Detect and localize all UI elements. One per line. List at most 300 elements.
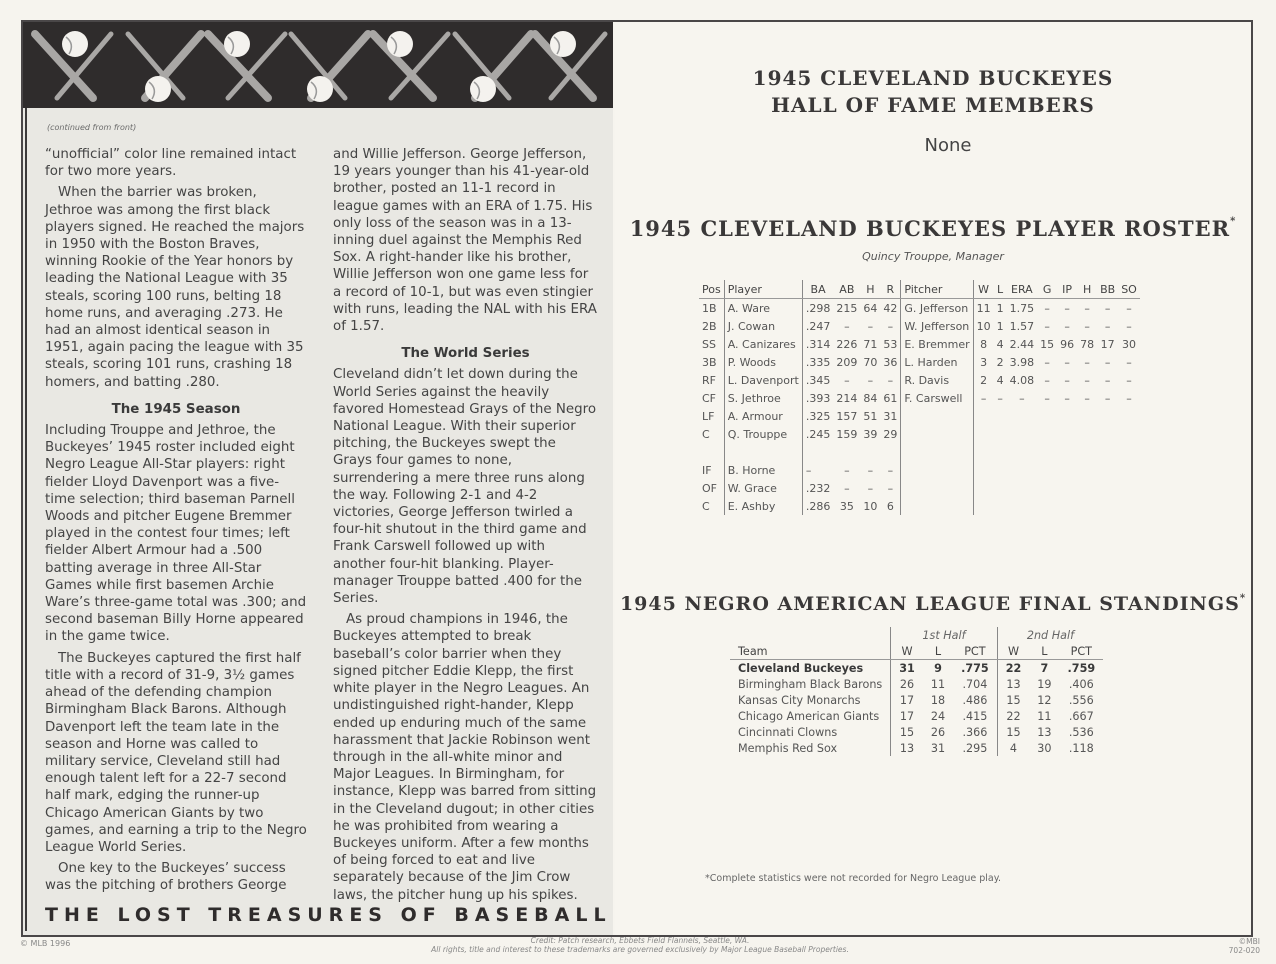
roster-cell-ph — [1077, 479, 1097, 497]
roster-cell-bb: – — [1104, 301, 1111, 315]
roster-row — [699, 479, 1140, 497]
roster-cell-pos: LF — [702, 409, 715, 423]
standings-cell-p1: .775 — [961, 661, 989, 675]
col-header: L — [994, 280, 1007, 299]
roster-cell-l: – — [997, 391, 1003, 405]
roster-cell-ba: .298 — [802, 299, 833, 318]
standings-header-row — [730, 643, 1103, 660]
roster-cell-ba: .325 — [802, 407, 833, 425]
standings-cell-team: Cincinnati Clowns — [738, 725, 838, 739]
roster-cell-pos: C — [702, 427, 710, 441]
roster-cell-g — [1037, 461, 1057, 479]
roster-cell-g — [1037, 443, 1057, 461]
standings-row — [730, 740, 1103, 756]
paragraph: One key to the Buckeyes’ success was the pitching of brothers George — [45, 861, 287, 894]
roster-cell-ab — [833, 443, 860, 461]
roster-cell-player: A. Ware — [724, 299, 802, 318]
roster-row — [699, 407, 1140, 425]
roster-row — [699, 335, 1140, 353]
roster-cell-w: 2 — [973, 371, 994, 389]
footnote: *Complete statistics were not recorded for Negro League play. — [705, 873, 1001, 884]
standings-cell-p2: .536 — [1068, 725, 1094, 739]
rights-line: All rights, title and interest to these trademarks are governed exclusively by Major League Baseball Properties. — [431, 945, 849, 954]
roster-cell-bb — [1097, 407, 1118, 425]
roster-cell-l — [994, 461, 1007, 479]
roster-cell-h: 39 — [863, 427, 878, 441]
standings-cell-p1: .704 — [962, 677, 988, 691]
roster-cell-bb — [1097, 461, 1118, 479]
roster-cell-r: 6 — [886, 499, 894, 513]
roster-row — [699, 371, 1140, 389]
roster-cell-ip — [1057, 461, 1077, 479]
roster-cell-player: P. Woods — [724, 353, 802, 371]
roster-cell-ba: – — [802, 461, 833, 479]
roster-cell-ab: – — [844, 319, 850, 333]
roster-cell-ab: 226 — [836, 337, 858, 351]
roster-cell-player: L. Davenport — [724, 371, 802, 389]
standings-cell-team: Kansas City Monarchs — [738, 693, 861, 707]
roster-cell-bb — [1097, 443, 1118, 461]
roster-header-row — [699, 280, 1140, 299]
roster-cell-pos: 2B — [702, 319, 717, 333]
crossed-bats-icon — [23, 22, 613, 108]
standings-cell-l2: 7 — [1040, 661, 1049, 675]
roster-cell-g: 15 — [1040, 337, 1055, 351]
standings-row — [730, 692, 1103, 708]
standings-row — [730, 708, 1103, 724]
roster-cell-l — [994, 407, 1007, 425]
roster-cell-ba: .393 — [802, 389, 833, 407]
roster-cell-ph: – — [1084, 355, 1090, 369]
roster-cell-era — [1007, 461, 1038, 479]
roster-cell-ab: 159 — [836, 427, 858, 441]
roster-cell-l — [994, 497, 1007, 515]
roster-cell-pitcher — [901, 461, 973, 479]
roster-cell-ab: – — [844, 373, 850, 387]
roster-cell-player: A. Canizares — [724, 335, 802, 353]
roster-cell-pitcher: F. Carswell — [901, 389, 973, 407]
roster-cell-ab: 157 — [836, 409, 858, 423]
roster-cell-r: 29 — [883, 427, 898, 441]
standings-cell-p1: .486 — [962, 693, 988, 707]
hall-of-fame-value: None — [924, 135, 972, 156]
roster-cell-w — [973, 479, 994, 497]
roster-cell-player — [724, 443, 802, 461]
roster-cell-so: – — [1126, 355, 1132, 369]
col-header: L — [923, 643, 953, 660]
right-panel — [615, 22, 1251, 935]
roster-cell-ba: .314 — [802, 335, 833, 353]
credit-line: Credit: Patch research, Ebbets Field Flannels, Seattle, WA. — [530, 936, 750, 945]
roster-cell-ab: 209 — [836, 355, 858, 369]
roster-cell-era: 1.57 — [1009, 319, 1035, 333]
standings-half-row — [730, 627, 1103, 643]
roster-cell-ba: .335 — [802, 353, 833, 371]
col-header: W — [973, 280, 994, 299]
roster-cell-pitcher — [901, 497, 973, 515]
roster-cell-ip — [1057, 443, 1077, 461]
roster-cell-so — [1118, 479, 1140, 497]
roster-row — [699, 353, 1140, 371]
standings-cell-w1: 26 — [891, 676, 923, 692]
roster-cell-pitcher: R. Davis — [901, 371, 973, 389]
roster-row — [699, 389, 1140, 407]
roster-cell-so: – — [1126, 373, 1132, 387]
roster-cell-ip: – — [1064, 355, 1070, 369]
standings-row — [730, 724, 1103, 740]
roster-cell-w: 3 — [973, 353, 994, 371]
copyright-mbi: ©MBI — [1238, 937, 1260, 946]
col-header: H — [1077, 280, 1097, 299]
standings-cell-l1: 26 — [930, 725, 946, 739]
roster-cell-w — [973, 425, 994, 443]
roster-cell-r: – — [887, 463, 894, 477]
roster-cell-bb: – — [1104, 319, 1111, 333]
series-brand-title: THE LOST TREASURES OF BASEBALL — [45, 904, 612, 926]
roster-row — [699, 443, 1140, 461]
col-header: W — [997, 643, 1029, 660]
roster-cell-r — [880, 443, 901, 461]
col-header: Player — [724, 280, 802, 299]
second-half-label: 2nd Half — [997, 627, 1103, 643]
roster-cell-player: Q. Trouppe — [724, 425, 802, 443]
roster-cell-l: 1 — [996, 301, 1004, 315]
roster-cell-g: – — [1044, 373, 1050, 387]
roster-title-text: 1945 CLEVELAND BUCKEYES PLAYER ROSTER — [629, 216, 1231, 241]
col-header: ERA — [1007, 280, 1038, 299]
footnote-marker: * — [1230, 216, 1237, 227]
roster-row — [699, 461, 1140, 479]
roster-cell-ip: – — [1064, 373, 1070, 387]
standings-cell-w2: 13 — [997, 676, 1029, 692]
standings-cell-team: Memphis Red Sox — [738, 741, 838, 755]
roster-cell-ip — [1057, 407, 1077, 425]
roster-cell-ba: .345 — [802, 371, 833, 389]
left-panel — [23, 22, 613, 935]
product-code: 702-020 — [1228, 946, 1260, 955]
roster-cell-ip — [1057, 425, 1077, 443]
roster-cell-ip: – — [1064, 319, 1070, 333]
standings-cell-l2: 12 — [1037, 693, 1052, 707]
roster-cell-w — [973, 407, 994, 425]
roster-cell-ip: – — [1064, 301, 1070, 315]
roster-cell-r: 61 — [883, 391, 898, 405]
roster-cell-pos: RF — [702, 373, 716, 387]
roster-cell-g: – — [1044, 391, 1050, 405]
roster-cell-r: – — [887, 319, 894, 333]
standings-cell-l2: 19 — [1037, 677, 1052, 691]
roster-cell-l — [994, 443, 1007, 461]
standings-cell-w2: 4 — [997, 740, 1029, 756]
paragraph: Including Trouppe and Jethroe, the Buckeyes’ 1945 roster included eight Negro League All-Star players: right fielder Lloyd Davenport was a five-time selection; third baseman Parnell Woods and pitcher Eugene Bremmer played in the contest four times; left fielder Albert Armour had a .500 batting average in three All-Star Games while first basemen Archie Ware’s three-game total was .300; and second baseman Billy Horne appeared in the game twice. — [45, 423, 307, 645]
standings-cell-team: Cleveland Buckeyes — [738, 661, 864, 675]
hof-title-line-2: HALL OF FAME MEMBERS — [771, 93, 1095, 117]
roster-cell-ph: 78 — [1080, 337, 1095, 351]
roster-cell-ab: 214 — [836, 391, 858, 405]
roster-cell-w — [973, 443, 994, 461]
roster-cell-g: – — [1044, 355, 1050, 369]
roster-cell-pos: C — [702, 499, 710, 513]
roster-cell-bb — [1097, 497, 1118, 515]
roster-cell-bb — [1097, 425, 1118, 443]
roster-cell-ip: 96 — [1060, 337, 1075, 351]
roster-cell-r: 53 — [883, 337, 898, 351]
roster-cell-pitcher: W. Jefferson — [901, 317, 973, 335]
roster-cell-era — [1007, 443, 1038, 461]
roster-cell-pos: OF — [702, 481, 717, 495]
article-column-1 — [45, 146, 307, 899]
roster-cell-ph — [1077, 461, 1097, 479]
roster-cell-ph: – — [1084, 319, 1090, 333]
roster-cell-ba: .232 — [802, 479, 833, 497]
roster-cell-g: – — [1044, 301, 1050, 315]
col-header: G — [1037, 280, 1057, 299]
standings-row — [730, 660, 1103, 677]
roster-cell-so: 30 — [1122, 337, 1137, 351]
roster-cell-era: 4.08 — [1009, 373, 1035, 387]
standings-cell-p2: .118 — [1068, 741, 1094, 755]
col-header: SO — [1118, 280, 1140, 299]
standings-cell-w1: 17 — [891, 708, 923, 724]
roster-cell-era: – — [1019, 391, 1025, 405]
standings-cell-l2: 11 — [1037, 709, 1052, 723]
roster-cell-bb — [1097, 479, 1118, 497]
roster-cell-g — [1037, 425, 1057, 443]
standings-cell-p1: .366 — [962, 725, 988, 739]
roster-cell-pos: SS — [702, 337, 716, 351]
roster-cell-r: 36 — [883, 355, 898, 369]
roster-cell-ph — [1077, 425, 1097, 443]
roster-cell-h: 71 — [863, 337, 878, 351]
standings-row — [730, 676, 1103, 692]
roster-cell-player: W. Grace — [724, 479, 802, 497]
roster-cell-r: 31 — [883, 409, 898, 423]
col-header: PCT — [1060, 643, 1104, 660]
col-header: Pitcher — [901, 280, 973, 299]
roster-cell-h: 64 — [863, 301, 878, 315]
banner — [23, 22, 613, 108]
roster-cell-era — [1007, 479, 1038, 497]
credits — [300, 936, 980, 954]
roster-cell-w: 8 — [973, 335, 994, 353]
section-heading-1945-season: The 1945 Season — [111, 401, 241, 417]
roster-cell-r: 42 — [883, 301, 898, 315]
roster-cell-ph: – — [1084, 391, 1090, 405]
standings-cell-w2: 22 — [997, 708, 1029, 724]
roster-cell-so — [1118, 443, 1140, 461]
standings-cell-w2: 22 — [997, 660, 1029, 677]
col-header: L — [1029, 643, 1059, 660]
col-header: H — [860, 280, 880, 299]
standings-cell-w1: 13 — [891, 740, 923, 756]
roster-cell-ba: .247 — [802, 317, 833, 335]
roster-title — [615, 216, 1251, 241]
roster-cell-l: 1 — [996, 319, 1004, 333]
roster-cell-ph — [1077, 407, 1097, 425]
roster-cell-ip — [1057, 479, 1077, 497]
roster-cell-pitcher — [901, 479, 973, 497]
roster-cell-pos: 1B — [702, 301, 717, 315]
col-header: Team — [730, 643, 891, 660]
standings-cell-l1: 24 — [930, 709, 946, 723]
roster-cell-era — [1007, 497, 1038, 515]
roster-cell-pitcher — [901, 407, 973, 425]
roster-cell-player: A. Armour — [724, 407, 802, 425]
standings-cell-team: Chicago American Giants — [738, 709, 880, 723]
first-half-label: 1st Half — [891, 627, 997, 643]
standings-cell-p2: .406 — [1068, 677, 1094, 691]
roster-cell-player: B. Horne — [724, 461, 802, 479]
roster-cell-ab: 215 — [836, 301, 858, 315]
standings-cell-w1: 17 — [891, 692, 923, 708]
paragraph: The Buckeyes captured the first half title with a record of 31-9, 3½ games ahead of the defending champion Birmingham Black Barons. Although Davenport left the team late in the season and Horne was called to military service, Cleveland still had enough talent left for a 22-7 second half mark, edging the runner-up Chicago American Giants by two games, and earning a trip to the Negro League World Series. — [45, 650, 307, 855]
roster-cell-so — [1118, 425, 1140, 443]
copyright-left: © MLB 1996 — [20, 939, 71, 948]
roster-cell-so — [1118, 461, 1140, 479]
roster-cell-so: – — [1126, 301, 1132, 315]
roster-cell-era — [1007, 425, 1038, 443]
roster-cell-w: 11 — [973, 299, 994, 318]
roster-row — [699, 317, 1140, 335]
hall-of-fame-title — [615, 65, 1251, 119]
roster-cell-pitcher: E. Bremmer — [901, 335, 973, 353]
roster-cell-g: – — [1044, 319, 1050, 333]
standings-cell-p1: .415 — [962, 709, 988, 723]
standings-cell-p2: .667 — [1068, 709, 1094, 723]
paragraph: and Willie Jefferson. George Jefferson, 19 years younger than his 41-year-old brother, posted an 11-1 record in league games with an ERA of 1.75. His only loss of the season was in a 13-inning duel against the Memphis Red Sox. A right-hander like his brother, Willie Jefferson won one game less for a record of 10-1, but was even stingier with runs, leading the NAL with his ERA of 1.57. — [333, 147, 597, 335]
standings-cell-l1: 11 — [930, 677, 946, 691]
roster-cell-w: 10 — [973, 317, 994, 335]
roster-cell-pos: IF — [702, 463, 712, 477]
roster-cell-h: 10 — [863, 499, 878, 513]
standings-cell-w1: 31 — [891, 660, 923, 677]
roster-cell-w — [973, 461, 994, 479]
standings-cell-l2: 13 — [1037, 725, 1052, 739]
copyright-right — [1200, 937, 1260, 955]
standings-cell-l1: 31 — [930, 741, 946, 755]
roster-cell-so — [1118, 407, 1140, 425]
col-header: BA — [802, 280, 833, 299]
roster-cell-ba — [802, 443, 833, 461]
roster-cell-l: 2 — [996, 355, 1004, 369]
roster-cell-bb: – — [1104, 355, 1111, 369]
roster-cell-w: – — [973, 389, 994, 407]
article-column-2 — [333, 146, 598, 908]
roster-cell-pos: CF — [702, 391, 717, 405]
roster-cell-player: S. Jethroe — [724, 389, 802, 407]
standings-cell-l1: 9 — [934, 661, 942, 675]
roster-cell-ab: – — [844, 481, 850, 495]
standings-cell-p2: .556 — [1068, 693, 1094, 707]
roster-cell-player: E. Ashby — [724, 497, 802, 515]
roster-row — [699, 497, 1140, 515]
roster-cell-so: – — [1126, 319, 1132, 333]
roster-cell-h: – — [867, 373, 874, 387]
continued-note: (continued from front) — [47, 123, 137, 132]
roster-cell-h: 51 — [863, 409, 878, 423]
manager-line: Quincy Trouppe, Manager — [862, 250, 1004, 263]
roster-row — [699, 299, 1140, 318]
roster-cell-pitcher — [901, 425, 973, 443]
roster-cell-g — [1037, 497, 1057, 515]
roster-cell-ip — [1057, 497, 1077, 515]
paragraph: Cleveland didn’t let down during the World Series against the heavily favored Homestead Grays of the Negro National League. With their superior pitching, the Buckeyes swept the Grays four games to none, surrendering a mere three runs along the way. Following 2-1 and 4-2 victories, George Jefferson twirled a four-hit shutout in the third game and Frank Carswell followed up with another four-hit blanking. Player-manager Trouppe batted .400 for the Series. — [333, 367, 597, 607]
standings-cell-p1: .295 — [962, 741, 988, 755]
roster-cell-l — [994, 425, 1007, 443]
roster-cell-l: 4 — [996, 373, 1004, 387]
roster-cell-ba: .245 — [802, 425, 833, 443]
roster-cell-era: 1.75 — [1009, 301, 1035, 315]
roster-cell-ba: .286 — [802, 497, 833, 515]
roster-cell-ip: – — [1064, 391, 1070, 405]
roster-cell-g — [1037, 479, 1057, 497]
standings-cell-team: Birmingham Black Barons — [738, 677, 883, 691]
col-header: AB — [833, 280, 860, 299]
roster-cell-h: – — [867, 463, 874, 477]
roster-cell-h: – — [867, 481, 874, 495]
roster-cell-w — [973, 497, 994, 515]
roster-cell-ph: – — [1084, 301, 1090, 315]
roster-cell-so — [1118, 497, 1140, 515]
roster-cell-r: – — [887, 481, 894, 495]
standings-table — [730, 627, 1103, 756]
standings-cell-l2: 30 — [1037, 741, 1052, 755]
col-header: Pos — [699, 280, 724, 299]
roster-cell-l: 4 — [996, 337, 1004, 351]
roster-cell-player: J. Cowan — [724, 317, 802, 335]
roster-row — [699, 425, 1140, 443]
col-header: W — [891, 643, 923, 660]
roster-cell-pitcher: L. Harden — [901, 353, 973, 371]
roster-cell-h — [860, 443, 880, 461]
paragraph: “unofficial” color line remained intact for two more years. — [45, 147, 297, 180]
roster-cell-bb: 17 — [1100, 337, 1115, 351]
roster-cell-ph — [1077, 497, 1097, 515]
roster-cell-ab: 35 — [839, 499, 854, 513]
roster-cell-era: 3.98 — [1009, 355, 1035, 369]
roster-cell-pitcher — [901, 443, 973, 461]
roster-cell-pos: 3B — [702, 355, 717, 369]
roster-table — [699, 280, 1140, 515]
roster-cell-ph — [1077, 443, 1097, 461]
standings-cell-w2: 15 — [997, 692, 1029, 708]
col-header: IP — [1057, 280, 1077, 299]
roster-cell-so: – — [1126, 391, 1132, 405]
roster-cell-pitcher: G. Jefferson — [901, 299, 973, 318]
col-header: PCT — [953, 643, 997, 660]
roster-cell-g — [1037, 407, 1057, 425]
col-header: BB — [1097, 280, 1118, 299]
standings-title-text: 1945 NEGRO AMERICAN LEAGUE FINAL STANDINGS — [619, 593, 1240, 615]
paragraph: When the barrier was broken, Jethroe was among the first black players signed. He reached the majors in 1950 with the Boston Braves, winning Rookie of the Year honors by leading the National League with 35 steals, scoring 100 runs, belting 18 home runs, and averaging .273. He had an almost identical season in 1951, again pacing the league with 35 steals, scoring 101 runs, crashing 18 homers, and batting .280. — [45, 185, 305, 390]
standings-title — [615, 593, 1251, 615]
roster-cell-h: 70 — [863, 355, 878, 369]
roster-cell-bb: – — [1104, 373, 1111, 387]
roster-cell-era: 2.44 — [1009, 337, 1035, 351]
roster-cell-bb: – — [1104, 391, 1111, 405]
roster-cell-l — [994, 479, 1007, 497]
standings-cell-w2: 15 — [997, 724, 1029, 740]
roster-cell-ab: – — [844, 463, 850, 477]
footnote-marker: * — [1239, 593, 1247, 604]
roster-cell-h: 84 — [863, 391, 878, 405]
roster-cell-ph: – — [1084, 373, 1090, 387]
standings-cell-p2: .759 — [1067, 661, 1096, 675]
roster-cell-r: – — [887, 373, 894, 387]
standings-cell-w1: 15 — [891, 724, 923, 740]
col-header: R — [880, 280, 901, 299]
roster-cell-h: – — [867, 319, 874, 333]
